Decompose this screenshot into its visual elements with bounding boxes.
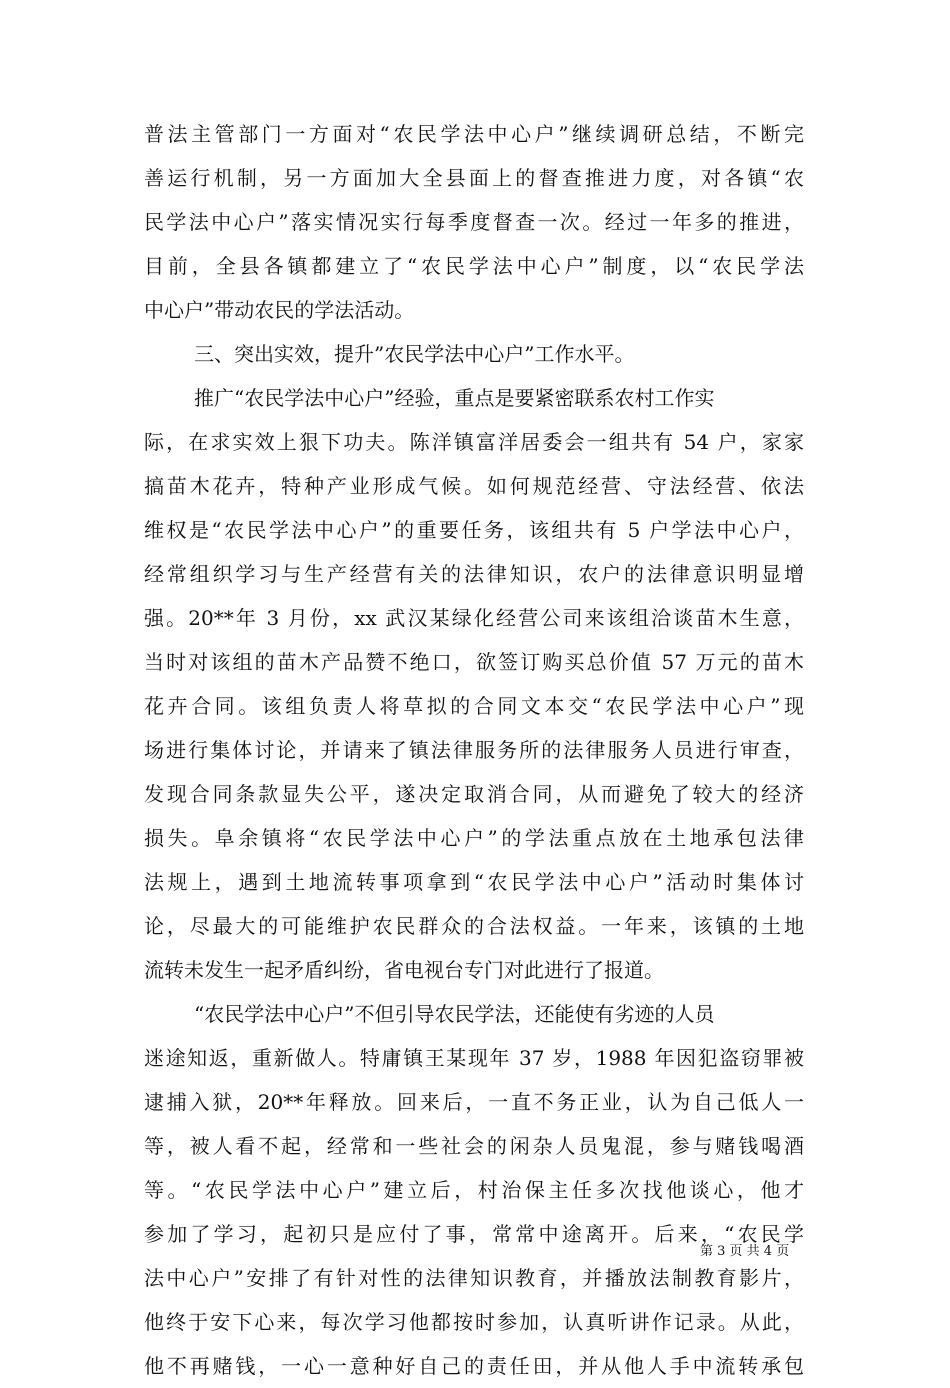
text-line: “农民学法中心户”不但引导农民学法，还能使有劣迹的人员 [194,1002,715,1026]
text-line: 他不再赌钱，一心一意种好自己的责任田，并从他人手中流转承包 [144,1354,804,1378]
text-line: 推广“农民学法中心户”经验，重点是要紧密联系农村工作实 [194,386,715,410]
text-line: 等，被人看不起，经常和一些社会的闲杂人员鬼混，参与赌钱喝酒 [144,1134,804,1158]
text-line: 流转未发生一起矛盾纠纷，省电视台专门对此进行了报道。 [144,958,664,982]
text-line: 民学法中心户”落实情况实行每季度督查一次。经过一年多的推进， [144,210,804,234]
text-line: 迷途知返，重新做人。特庸镇王某现年 37 岁，1988 年因犯盗窃罪被 [144,1046,804,1070]
text-line: 发现合同条款显失公平，遂决定取消合同，从而避免了较大的经济 [144,782,804,806]
text-line: 普法主管部门一方面对“农民学法中心户”继续调研总结，不断完 [144,122,804,146]
section-heading: 三、突出实效，提升”农民学法中心户”工作水平。 [194,342,635,366]
text-line: 法中心户”安排了有针对性的法律知识教育，并播放法制教育影片， [144,1266,804,1290]
text-line: 他终于安下心来，每次学习他都按时参加，认真听讲作记录。从此， [144,1310,804,1334]
text-line: 强。20**年 3 月份，xx 武汉某绿化经营公司来该组洽谈苗木生意， [144,606,804,630]
text-line: 参加了学习，起初只是应付了事，常常中途离开。后来，“农民学 [144,1222,804,1246]
text-line: 等。“农民学法中心户”建立后，村治保主任多次找他谈心，他才 [144,1178,804,1202]
text-line: 花卉合同。该组负责人将草拟的合同文本交“农民学法中心户”现 [144,694,804,718]
text-line: 逮捕入狱，20**年释放。回来后，一直不务正业，认为自己低人一 [144,1090,804,1114]
text-line: 当时对该组的苗木产品赞不绝口，欲签订购买总价值 57 万元的苗木 [144,650,804,674]
text-line: 损失。阜余镇将“农民学法中心户”的学法重点放在土地承包法律 [144,826,804,850]
text-line: 经常组织学习与生产经营有关的法律知识，农户的法律意识明显增 [144,562,804,586]
text-line: 中心户”带动农民的学法活动。 [144,298,415,322]
text-line: 论，尽最大的可能维护农民群众的合法权益。一年来，该镇的土地 [144,914,804,938]
text-line: 搞苗木花卉，特种产业形成气候。如何规范经营、守法经营、依法 [144,474,804,498]
text-line: 场进行集体讨论，并请来了镇法律服务所的法律服务人员进行审查， [144,738,804,762]
body-text [144,112,804,1388]
page-number: 第 3 页 共 4 页 [700,1244,790,1259]
text-line: 善运行机制，另一方面加大全县面上的督查推进力度，对各镇“农 [144,166,804,190]
text-line: 维权是“农民学法中心户”的重要任务，该组共有 5 户学法中心户， [144,518,804,542]
text-line: 法规上，遇到土地流转事项拿到“农民学法中心户”活动时集体讨 [144,870,804,894]
text-line: 目前，全县各镇都建立了“农民学法中心户”制度，以“农民学法 [144,254,804,278]
text-line: 际，在求实效上狠下功夫。陈洋镇富洋居委会一组共有 54 户，家家 [144,430,804,454]
